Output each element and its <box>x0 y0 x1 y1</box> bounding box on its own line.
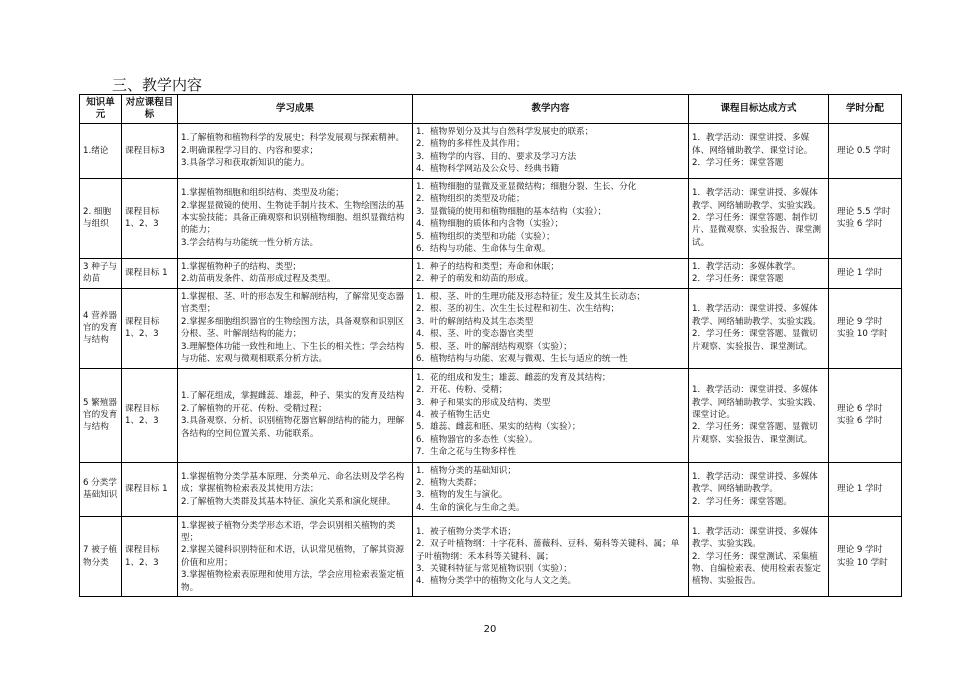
teaching-content-cell-line: 1．植物界划分及其与自然科学发展史的联系； <box>416 127 594 137</box>
achievement-methods-cell-line: 2．学习任务：课堂答题 <box>692 274 784 285</box>
achievement-methods-cell-line: 2．学习任务：课堂测试、采集植物、自编检索表、使用检索表鉴定植物、实验报告。 <box>692 551 821 587</box>
learning-outcomes-cell <box>178 517 413 597</box>
hours-cell-line: 实验 6 学时 <box>837 416 883 427</box>
hours-cell-line: 理论 5.5 学时 <box>837 206 891 217</box>
achievement-methods-cell-line: 1．教学活动：课堂讲授、多媒体教学、网络辅助教学、实验实践。 <box>692 188 821 211</box>
hours-cell-line: 实验 10 学时 <box>837 329 888 340</box>
teaching-content-cell-line: 3．植物学的内容、目的、要求及学习方法 <box>416 151 577 162</box>
knowledge-unit-cell: 3 种子与幼苗 <box>80 258 122 288</box>
course-target-cell: 课程目标 1、2、3 <box>122 368 178 462</box>
hours-cell <box>829 124 902 179</box>
learning-outcomes-cell-line: 2.了解植物的开花、传粉、受精过程； <box>181 403 327 414</box>
teaching-content-cell-line: 2．植物的多样性及其作用； <box>416 139 525 150</box>
section-title: 三、教学内容 <box>112 76 203 94</box>
learning-outcomes-cell-line: 2.幼苗萌发条件、幼苗形成过程及类型。 <box>181 274 336 285</box>
teaching-content-cell-line: 6．植物结构与功能、宏观与微观、生长与适应的统一性 <box>416 353 628 364</box>
teaching-content-cell-line: 3．植物的发生与演化。 <box>416 490 508 501</box>
course-target-cell: 课程目标 1、2、3 <box>122 178 178 258</box>
teaching-content-cell <box>413 517 689 597</box>
teaching-content-cell-line: 4．根、茎、叶的变态器官类型 <box>416 329 534 340</box>
teaching-content-cell-line: 4．生命的演化与生命之美。 <box>416 502 525 513</box>
course-target-cell: 课程目标 1 <box>122 258 178 288</box>
learning-outcomes-cell-line: 2.掌握多细胞组织器官的生物绘图方法，具备观察和识别区分根、茎、叶解剖结构的能力； <box>181 316 405 340</box>
hours-cell-line: 实验 10 学时 <box>837 557 888 568</box>
learning-outcomes-cell-line: 3.学会结构与功能统一性分析方法。 <box>181 237 319 248</box>
achievement-methods-cell-line: 1．教学活动：课堂讲授、多媒体教学、实验实践。 <box>692 526 818 550</box>
learning-outcomes-cell-line: 1.掌握被子植物分类学形态术语，学会识别相关植物的类型； <box>181 520 396 543</box>
teaching-content-cell-line: 3．关键科特征与常见植物识别（实验）； <box>416 563 572 574</box>
header-content: 教学内容 <box>413 95 689 124</box>
header-hours: 学时分配 <box>829 95 902 124</box>
achievement-methods-cell-line: 1．教学活动：课堂讲授、多媒体教学、网络辅助教学。 <box>692 471 818 495</box>
achievement-methods-cell <box>689 517 829 597</box>
header-target: 对应课程目标 <box>122 95 178 124</box>
learning-outcomes-cell-line: 3.具备学习和获取新知识的能力。 <box>181 158 310 169</box>
achievement-methods-cell <box>689 124 829 179</box>
table-row <box>80 124 902 179</box>
teaching-content-cell-line: 6．植物器官的多态性（实验）。 <box>416 434 538 445</box>
learning-outcomes-cell-line: 3.具备观察、分析、识别植物花器官解剖结构的能力，理解各结构的空间位置关系、功能联系。 <box>181 416 405 439</box>
teaching-content-cell <box>413 258 689 288</box>
course-target-cell: 课程目标 1、2、3 <box>122 288 178 368</box>
learning-outcomes-cell <box>178 258 413 288</box>
teaching-content-cell-line: 1．植物分类的基础知识； <box>416 465 516 476</box>
teaching-content-cell-line: 1．植物细胞的显微及亚显微结构；细胞分裂、生长、分化 <box>416 181 637 192</box>
teaching-content-cell-line: 3．种子和果实的形成及结构、类型 <box>416 397 551 408</box>
table-body <box>80 124 902 597</box>
teaching-content-cell-line: 2．开花、传粉、受精； <box>416 385 508 396</box>
achievement-methods-cell-line: 2．学习任务：课堂答题、显微切片观察、实验报告、课堂测试。 <box>692 422 818 445</box>
table-header-row <box>80 95 902 124</box>
knowledge-unit-cell: 1.绪论 <box>80 124 122 179</box>
course-target-cell: 课程目标 1 <box>122 462 178 517</box>
teaching-content-cell <box>413 368 689 462</box>
teaching-content-cell-line: 7．生命之花与生物多样性 <box>416 447 516 458</box>
teaching-content-cell-line: 4．被子植物生活史 <box>416 409 491 420</box>
achievement-methods-cell-line: 2．学习任务：课堂答题、制作切片、显微观察、实验报告、课堂测试。 <box>692 212 821 248</box>
hours-cell-line: 理论 1 学时 <box>837 484 883 495</box>
learning-outcomes-cell-line: 2.了解植物大类群及其基本特征、演化关系和演化规律。 <box>181 496 396 507</box>
achievement-methods-cell-line: 1．教学活动：课堂讲授、多媒体教学、网络辅助教学、实验实践。 <box>692 304 821 327</box>
teaching-content-cell-line: 2．种子的萌发和幼苗的形成。 <box>416 274 534 285</box>
table-row <box>80 462 902 517</box>
table-row <box>80 288 902 368</box>
achievement-methods-cell <box>689 368 829 462</box>
learning-outcomes-cell-line: 1.掌握植物细胞和组织结构、类型及功能； <box>181 188 344 199</box>
knowledge-unit-cell: 2. 细胞与组织 <box>80 178 122 258</box>
teaching-content-cell-line: 4．植物细胞的质体和内含物（实验）； <box>416 219 564 230</box>
achievement-methods-cell-line: 1．教学活动：多媒体教学。 <box>692 261 801 272</box>
achievement-methods-cell-line: 2．学习任务：课堂答题 <box>692 158 784 169</box>
table-row <box>80 517 902 597</box>
hours-cell <box>829 258 902 288</box>
learning-outcomes-cell-line: 1.掌握根、茎、叶的形态发生和解剖结构，了解常见变态器官类型； <box>181 291 405 315</box>
learning-outcomes-cell-line: 3.掌握植物检索表原理和使用方法，学会应用检索表鉴定植物。 <box>181 570 405 593</box>
header-outcomes: 学习成果 <box>178 95 413 124</box>
teaching-content-cell-line: 1．根、茎、叶的生理功能及形态特征；发生及其生长动态； <box>416 291 645 302</box>
achievement-methods-cell <box>689 178 829 258</box>
learning-outcomes-cell <box>178 462 413 517</box>
page-number: 20 <box>483 624 497 635</box>
teaching-content-cell-line: 2．根、茎的初生、次生生长过程和初生、次生结构； <box>416 304 620 315</box>
teaching-content-cell-line: 1．花的组成和发生；雄蕊、雌蕊的发育及其结构； <box>416 372 611 383</box>
teaching-content-cell-line: 4．植物科学网站及公众号、经典书籍 <box>416 164 559 175</box>
table-row <box>80 178 902 258</box>
learning-outcomes-cell-line: 2.掌握关键科识别特征和术语，认识常见植物，了解其资源价值和应用； <box>181 545 405 568</box>
learning-outcomes-cell-line: 1.掌握植物分类学基本原理、分类单元、命名法则及学名构成；掌握植物检索表及其使用方法； <box>181 471 405 495</box>
teaching-content-cell <box>413 462 689 517</box>
teaching-content-cell-line: 5．雄蕊、雌蕊和胚、果实的结构（实验）； <box>416 422 581 433</box>
hours-cell-line: 理论 9 学时 <box>837 545 883 556</box>
teaching-content-cell <box>413 124 689 179</box>
header-methods: 课程目标达成方式 <box>689 95 829 124</box>
teaching-content-cell-line: 2．双子叶植物纲：十字花科、蔷薇科、豆科、菊科等关键科、属；单子叶植物纲：禾本科等关键科、属； <box>416 539 680 562</box>
learning-outcomes-cell-line: 1.了解植物和植物科学的发展史；科学发展观与探索精神。 <box>181 133 405 144</box>
learning-outcomes-cell <box>178 368 413 462</box>
teaching-content-cell <box>413 288 689 368</box>
knowledge-unit-cell: 6 分类学基础知识 <box>80 462 122 517</box>
hours-cell <box>829 288 902 368</box>
teaching-content-cell-line: 1．种子的结构和类型；寿命和休眠； <box>416 261 559 272</box>
hours-cell-line: 理论 1 学时 <box>837 267 883 278</box>
achievement-methods-cell <box>689 258 829 288</box>
teaching-content-cell-line: 2．植物大类群； <box>416 478 482 489</box>
learning-outcomes-cell-line: 3.理解整体功能一致性和地上、下生长的相关性；学会结构与功能、宏观与微观相联系分析方法。 <box>181 341 405 364</box>
hours-cell <box>829 368 902 462</box>
learning-outcomes-cell <box>178 124 413 179</box>
teaching-content-table <box>79 94 902 597</box>
knowledge-unit-cell: 5 繁殖器官的发育与结构 <box>80 368 122 462</box>
achievement-methods-cell-line: 1．教学活动：课堂讲授、多媒体、网络辅助教学、课堂讨论。 <box>692 133 813 156</box>
table-row <box>80 258 902 288</box>
achievement-methods-cell <box>689 288 829 368</box>
knowledge-unit-cell: 4 营养器官的发育与结构 <box>80 288 122 368</box>
teaching-content-cell-line: 2．植物组织的类型及功能； <box>416 194 525 205</box>
header-unit: 知识单元 <box>80 95 122 124</box>
learning-outcomes-cell-line: 1.掌握植物种子的结构、类型； <box>181 261 301 272</box>
learning-outcomes-cell <box>178 288 413 368</box>
hours-cell <box>829 178 902 258</box>
teaching-content-cell-line: 3．叶的解剖结构及其生态类型 <box>416 316 534 327</box>
achievement-methods-cell-line: 2．学习任务：课堂答题。 <box>692 496 792 507</box>
hours-cell-line: 理论 9 学时 <box>837 316 883 327</box>
learning-outcomes-cell-line: 2.掌握显微镜的使用、生物徒手制片技术、生物绘图法的基本实验技能；具备正确观察和识别植物细胞、组织显微结构的能力； <box>181 200 405 236</box>
teaching-content-cell-line: 6．结构与功能、生命体与生命观。 <box>416 243 551 254</box>
teaching-content-cell-line: 1．被子植物分类学术语； <box>416 526 516 537</box>
course-target-cell: 课程目标3 <box>122 124 178 179</box>
learning-outcomes-cell-line: 2.明确课程学习目的、内容和要求； <box>181 145 319 156</box>
teaching-content-cell-line: 4．植物分类学中的植物文化与人文之美。 <box>416 576 577 587</box>
teaching-content-cell-line: 5．根、茎、叶的解剖结构观察（实验）； <box>416 341 572 352</box>
learning-outcomes-cell-line: 1.了解花组成，掌握雌蕊、雄蕊，种子、果实的发育及结构 <box>181 391 405 402</box>
hours-cell-line: 实验 6 学时 <box>837 219 883 230</box>
achievement-methods-cell <box>689 462 829 517</box>
teaching-content-cell-line: 3．显微镜的使用和植物细胞的基本结构（实验）； <box>416 206 607 217</box>
table-row <box>80 368 902 462</box>
teaching-content-cell-line: 5．植物组织的类型和功能（实验）； <box>416 231 555 242</box>
hours-cell-line: 理论 6 学时 <box>837 403 883 414</box>
teaching-content-cell <box>413 178 689 258</box>
knowledge-unit-cell: 7 被子植物分类 <box>80 517 122 597</box>
achievement-methods-cell-line: 2．学习任务：课堂答题、显微切片观察、实验报告、课堂测试。 <box>692 329 818 352</box>
achievement-methods-cell-line: 1．教学活动：课堂讲授、多媒体教学、网络辅助教学、实验实践、课堂讨论。 <box>692 385 821 420</box>
learning-outcomes-cell <box>178 178 413 258</box>
course-target-cell: 课程目标 1、2、3 <box>122 517 178 597</box>
hours-cell <box>829 462 902 517</box>
hours-cell-line: 理论 0.5 学时 <box>837 145 891 156</box>
hours-cell <box>829 517 902 597</box>
